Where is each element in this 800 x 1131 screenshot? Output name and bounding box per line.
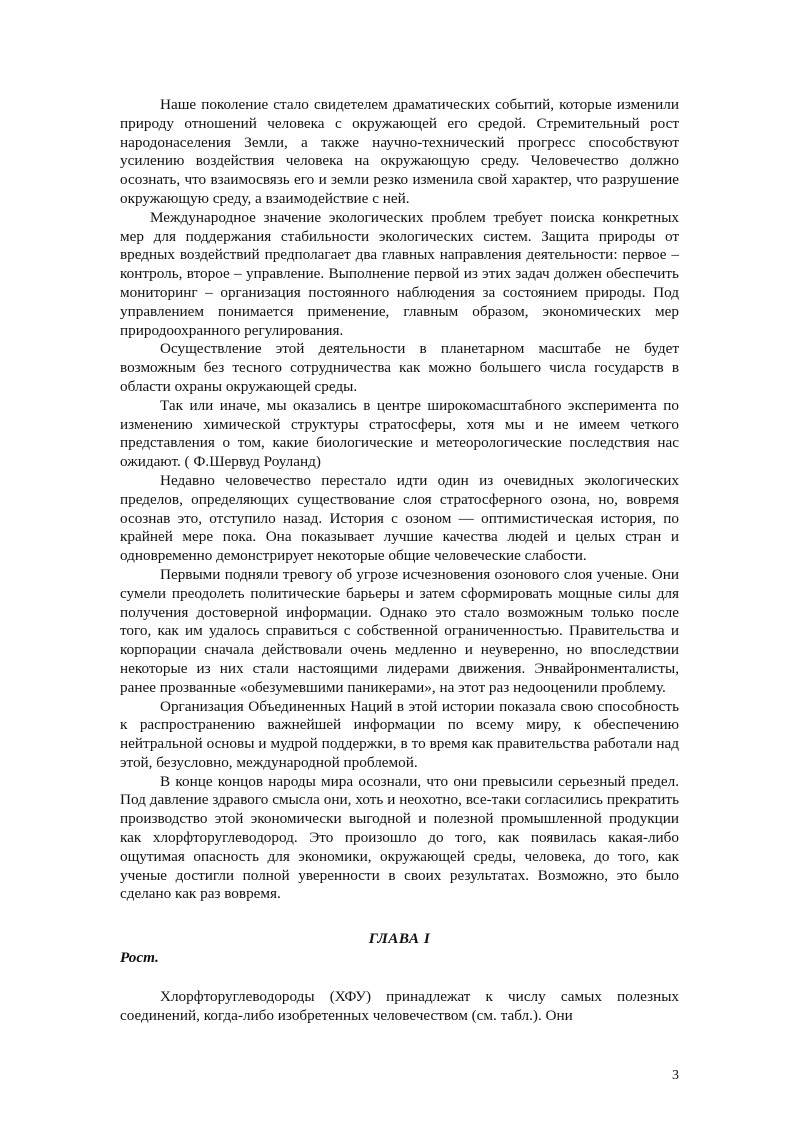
page-number: 3 [672,1068,679,1083]
paragraph: Недавно человечество перестало идти один из очевидных экологических пределов, определяющих существование слоя стратосферного озона, но, вовремя осознав это, отступило назад. История с озоном — оптимистическая история, по крайней мере пока. Она показывает лучшие качества людей и целых стран и одновременно демонстрирует некоторые общие человеческие слабости. [120,471,679,565]
spacer [120,968,679,988]
section-title: Рост. [120,949,159,967]
document-page [120,96,679,1025]
paragraph: Осуществление этой деятельности в планетарном масштабе не будет возможным без тесного сотрудничества как можно большего числа государств в области охраны окружающей среды. [120,340,679,395]
paragraph: Хлорфторуглеводороды (ХФУ) принадлежат к числу самых полезных соединений, когда-либо изобретенных человечеством (см. табл.). Они [120,987,679,1024]
chapter-title: ГЛАВА I [368,930,431,948]
paragraph: Международное значение экологических проблем требует поиска конкретных мер для поддержания стабильности экологических систем. Защита природы от вредных воздействий предполагает два главных направления деятельности: первое – контроль, второе – управление. Выполнение первой из этих задач должен обеспечить мониторинг – организация постоянного наблюдения за состоянием природы. Под управлением понимается применение, главным образом, экономических мер природоохранного регулирования. [120,208,679,339]
paragraph: Первыми подняли тревогу об угрозе исчезновения озонового слоя ученые. Они сумели преодолеть политические барьеры и затем сформировать мощные силы для получения достоверной информации. Однако это стало возможным только после того, как им удалось справиться с собственной ограниченностью. Правительства и корпорации сначала действовали очень медленно и неуверенно, но впоследствии некоторые из них стали настоящими лидерами движения. Энвайронменталисты, ранее прозванные «обезумевшими паникерами», на этот раз недооценили проблему. [120,565,679,696]
paragraph: Так или иначе, мы оказались в центре широкомасштабного эксперимента по изменению химической структуры стратосферы, хотя мы и не имеем четкого представления о том, какие биологические и метеорологические последствия нас ожидают. ( Ф.Шервуд Роуланд) [120,396,679,471]
paragraph: Наше поколение стало свидетелем драматических событий, которые изменили природу отношений человека с окружающей его средой. Стремительный рост народонаселения Земли, а также научно-технический прогресс способствуют усилению воздействия человека на окружающую среду. Человечество должно осознать, что взаимосвязь его и земли резко изменила свой характер, что разрушение окружающую среду, а взаимодействие с ней. [120,96,679,207]
paragraph: В конце концов народы мира осознали, что они превысили серьезный предел. Под давление здравого смысла они, хоть и неохотно, все-таки согласились прекратить производство этой экономически выгодной и полезной промышленной продукции как хлорфторуглеводород. Это произошло до того, как появилась какая-либо ощутимая опасность для экономики, окружающей среды, человека, до того, как ученые достигли полной уверенности в своих результатах. Возможно, это было сделано как раз вовремя. [120,772,679,903]
paragraph: Организация Объединенных Наций в этой истории показала свою способность к распространению важнейшей информации по всему миру, к обеспечению нейтральной основы и мудрой поддержки, в то время как правительства работали над этой, безусловно, международной проблемой. [120,697,679,771]
